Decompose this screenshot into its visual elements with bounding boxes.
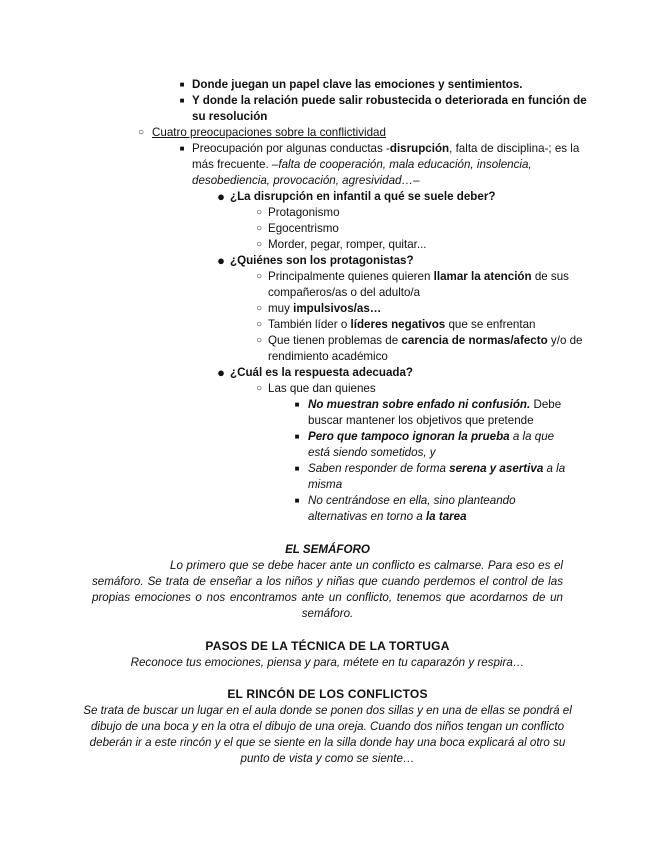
- circle-bullet-icon: ○: [255, 335, 263, 346]
- circle-bullet-icon: ○: [255, 319, 263, 330]
- circle-bullet-icon: ○: [255, 303, 263, 314]
- disc-bullet-icon: ●: [217, 365, 225, 380]
- list-item-impulsivos: [250, 301, 588, 317]
- square-bullet-icon: ■: [294, 432, 300, 441]
- list-item-text: Saben responder de forma serena y asertiva a la misma: [308, 462, 566, 491]
- list-item-lideres: [250, 317, 588, 333]
- list-item-text: Preocupación por algunas conductas -disrupción, falta de disciplina-; es la más frecuente. –falta de cooperación, mala educación, insolencia, desobediencia, provocación, agresividad…–: [192, 142, 580, 187]
- circle-bullet-icon: ○: [255, 207, 263, 218]
- list-item-text: Las que dan quienes: [268, 382, 376, 395]
- list-item-text: ¿Quiénes son los protagonistas?: [230, 254, 414, 267]
- list-item-text: ¿La disrupción en infantil a qué se suele deber?: [230, 190, 496, 203]
- circle-bullet-icon: ○: [255, 239, 263, 250]
- circle-bullet-icon: ○: [255, 271, 263, 282]
- list-item-text: Y donde la relación puede salir robustecida o deteriorada en función de su resolución: [192, 94, 587, 123]
- list-item-no-muestran: [286, 397, 576, 429]
- list-item-no-ignoran: [286, 429, 576, 461]
- list-item-text: Que tienen problemas de carencia de normas/afecto y/o de rendimiento académico: [268, 334, 583, 363]
- list-item-text: Egocentrismo: [268, 222, 339, 235]
- disc-bullet-icon: ●: [217, 253, 225, 268]
- square-bullet-icon: ■: [179, 80, 185, 89]
- list-item-text: No centrándose en ella, sino planteando alternativas en torno a la tarea: [308, 494, 516, 523]
- square-bullet-icon: ■: [294, 464, 300, 473]
- list-item-cuatro-preocupaciones: [130, 125, 590, 141]
- list-item-text: Pero que tampoco ignoran la prueba a la que está siendo sometidos, y: [308, 430, 555, 459]
- list-item-preocupacion: [172, 141, 584, 189]
- circle-bullet-icon: ○: [137, 127, 145, 138]
- square-bullet-icon: ■: [294, 400, 300, 409]
- circle-bullet-icon: ○: [255, 223, 263, 234]
- list-item-text: ¿Cuál es la respuesta adecuada?: [230, 366, 413, 379]
- tortuga-paragraph: Reconoce tus emociones, piensa y para, métete en tu caparazón y respira…: [130, 656, 525, 669]
- square-bullet-icon: ■: [294, 496, 300, 505]
- list-item-alternativas: [286, 493, 576, 525]
- list-item-relacion: [172, 93, 592, 125]
- list-item-protagonismo: [250, 205, 590, 221]
- square-bullet-icon: ■: [179, 96, 185, 105]
- rincon-paragraph: Se trata de buscar un lugar en el aula donde se ponen dos sillas y en una de ellas se pondrá el dibujo de una boca y en la otra el dibujo de una oreja. Cuando dos niños tengan un conflicto deberán ir a este rincón y el que se siente en la silla donde hay una boca explicará al otro su punto de vista y como se siente…: [83, 704, 572, 765]
- list-item-question-respuesta: [212, 365, 592, 381]
- list-item-carencia: [250, 333, 588, 365]
- tortuga-title: PASOS DE LA TÉCNICA DE LA TORTUGA: [205, 639, 450, 653]
- list-item-text: No muestran sobre enfado ni confusión. Debe buscar mantener los objetivos que pretende: [308, 398, 562, 427]
- rincon-title: EL RINCÓN DE LOS CONFLICTOS: [227, 687, 428, 701]
- list-item-question-protagonistas: [212, 253, 592, 269]
- list-item-text: Principalmente quienes quieren llamar la atención de sus compañeros/as o del adulto/a: [268, 270, 569, 299]
- list-item-text: Cuatro preocupaciones sobre la conflictividad: [152, 126, 386, 139]
- list-item-las-que-dan: [250, 381, 590, 397]
- disc-bullet-icon: ●: [217, 189, 225, 204]
- list-item-morder: [250, 237, 590, 253]
- square-bullet-icon: ■: [179, 144, 185, 153]
- list-item-text: Donde juegan un papel clave las emociones y sentimientos.: [192, 78, 523, 91]
- list-item-text: Protagonismo: [268, 206, 340, 219]
- list-item-egocentrismo: [250, 221, 590, 237]
- circle-bullet-icon: ○: [255, 383, 263, 394]
- list-item-question-disrupcion: [212, 189, 592, 205]
- list-item-text: También líder o líderes negativos que se enfrentan: [268, 318, 536, 331]
- list-item-serena-asertiva: [286, 461, 576, 493]
- list-item-text: muy impulsivos/as…: [268, 302, 382, 315]
- list-item-emociones: [172, 77, 592, 93]
- list-item-text: Morder, pegar, romper, quitar...: [268, 238, 427, 251]
- list-item-llamar-atencion: [250, 269, 588, 301]
- semaforo-title: EL SEMÁFORO: [285, 543, 370, 556]
- semaforo-paragraph: Lo primero que se debe hacer ante un conflicto es calmarse. Para eso es el semáforo. Se trata de enseñar a los niños y niñas que cuando perdemos el control de las propias emociones o nos encontramos ante un conflicto, tenemos que acordarnos de un semáforo.: [92, 559, 563, 620]
